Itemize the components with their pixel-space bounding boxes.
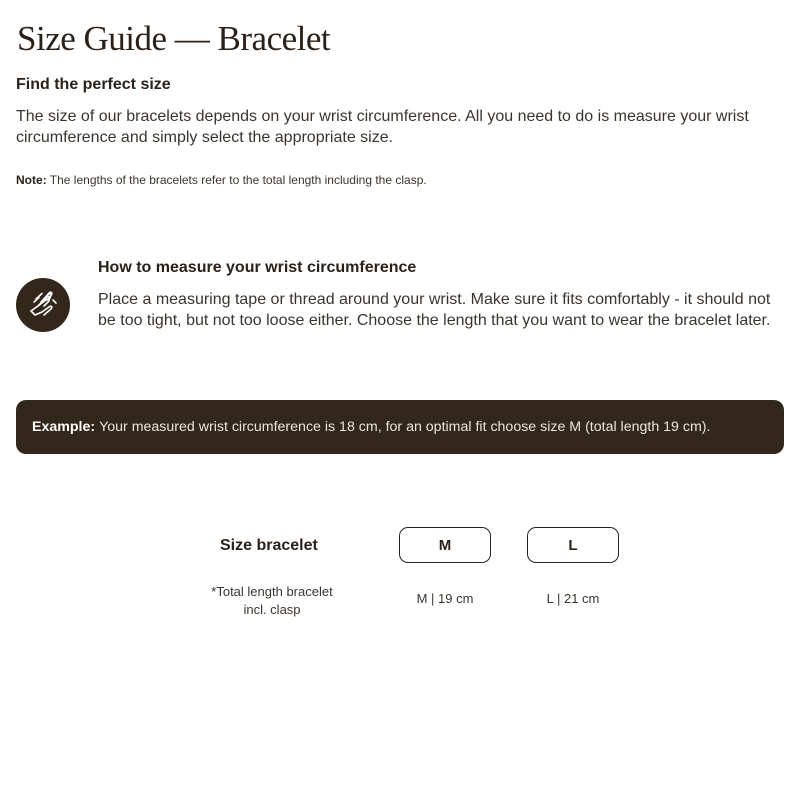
- size-m-length: M | 19 cm: [416, 591, 474, 606]
- total-length-note: [190, 583, 354, 619]
- measure-heading: How to measure your wrist circumference: [98, 259, 417, 276]
- hand-measure-icon: [16, 278, 70, 332]
- size-m-button[interactable]: M: [399, 527, 491, 563]
- note-label: Note:: [16, 173, 47, 187]
- example-text: Your measured wrist circumference is 18 cm, for an optimal fit choose size M (total length 19 cm).: [99, 419, 711, 435]
- measure-text: Place a measuring tape or thread around your wrist. Make sure it fits comfortably - it should not be too tight, but not too loose either. Choose the length that you want to wear the bracelet later.: [98, 291, 771, 329]
- page-title: Size Guide — Bracelet: [17, 19, 331, 58]
- size-bracelet-label: Size bracelet: [220, 537, 318, 554]
- example-banner: [16, 400, 784, 454]
- example-label: Example:: [32, 419, 96, 435]
- intro-text: The size of our bracelets depends on your wrist circumference. All you need to do is measure your wrist circumference and simply select the appropriate size.: [16, 108, 749, 146]
- total-length-note-line2: incl. clasp: [243, 602, 301, 617]
- note-line: [16, 172, 427, 188]
- total-length-note-line1: *Total length bracelet: [211, 584, 333, 599]
- size-l-length: L | 21 cm: [546, 591, 600, 606]
- find-size-heading: Find the perfect size: [16, 76, 171, 93]
- size-l-button[interactable]: L: [527, 527, 619, 563]
- note-text: The lengths of the bracelets refer to the total length including the clasp.: [49, 173, 427, 187]
